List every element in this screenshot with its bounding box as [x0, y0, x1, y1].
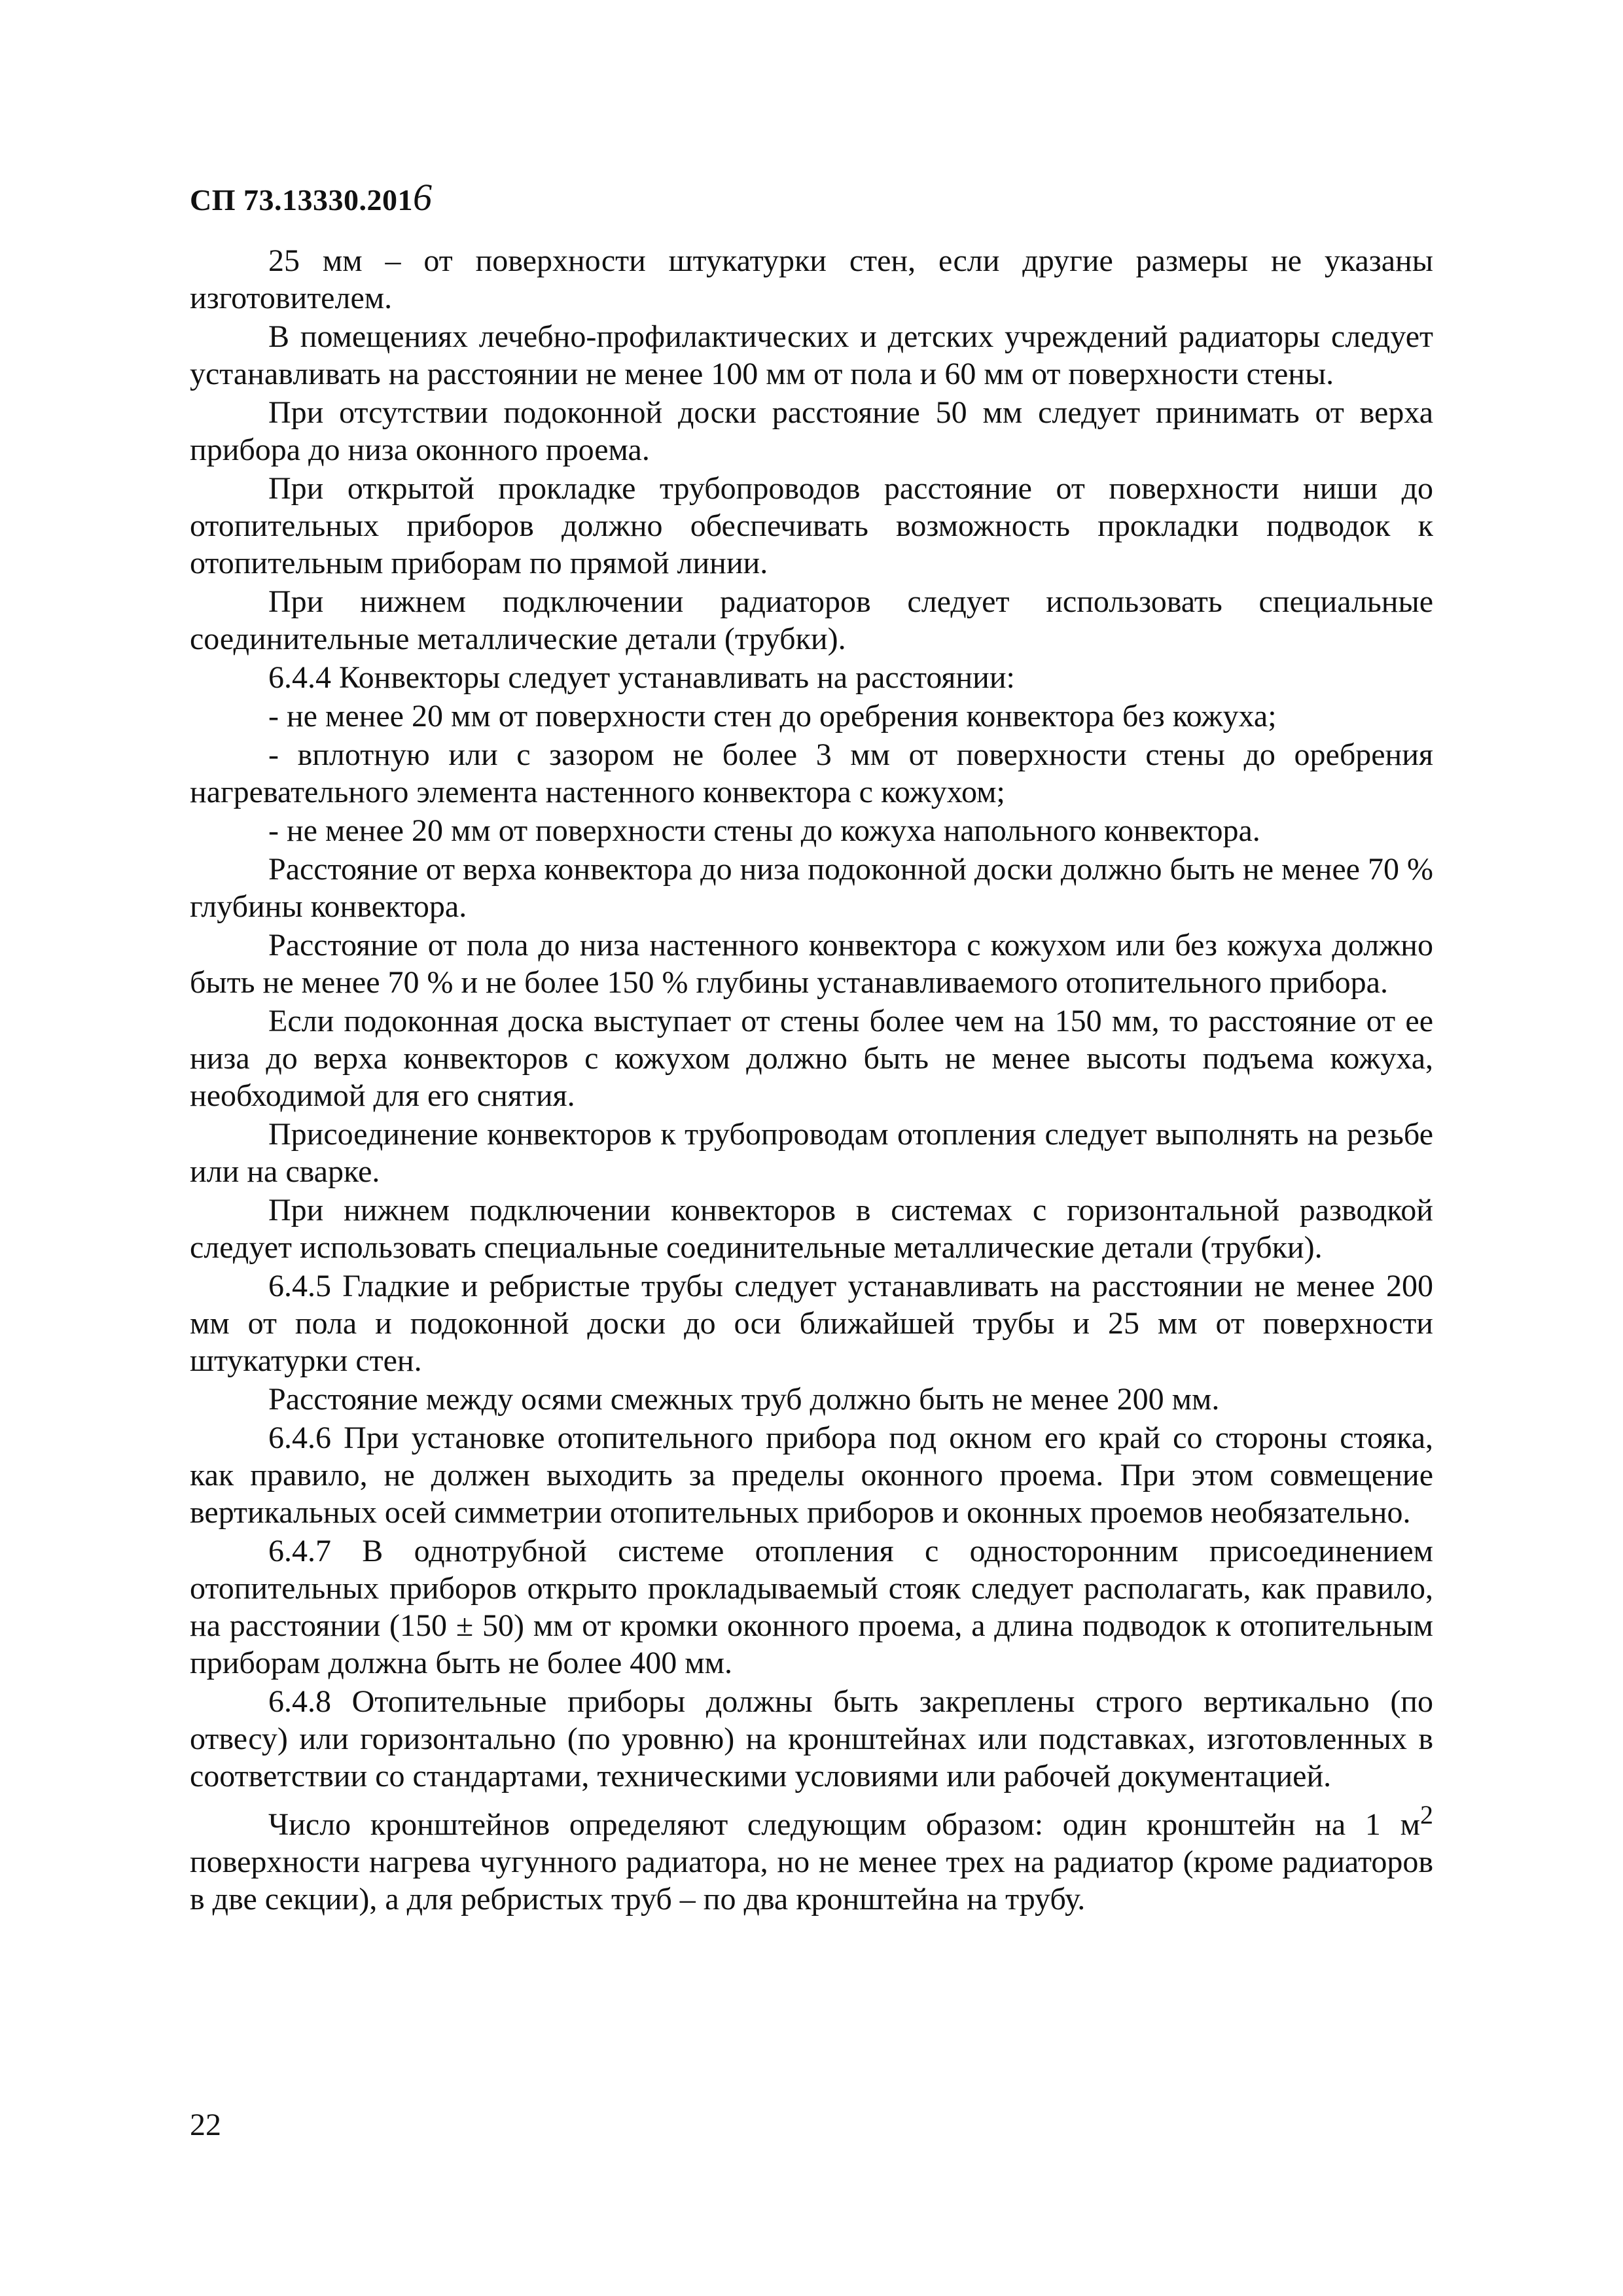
document-code-header: [190, 175, 433, 219]
handwritten-year-digit: 6: [413, 176, 433, 219]
paragraph: Расстояние от пола до низа настенного конвектора с кожухом или без кожуха должно быть не менее 70 % и не более 150 % глубины устанавливаемого отопительного прибора.: [190, 928, 1433, 1000]
paragraph: Если подоконная доска выступает от стены более чем на 150 мм, то расстояние от ее низа до верха конвекторов с кожухом должно быть не менее высоты подъема кожуха, необходимой для его снятия.: [190, 1004, 1433, 1113]
paragraph-brackets-text: Число кронштейнов определяют следующим образом: один кронштейн на 1 м: [268, 1807, 1420, 1842]
paragraph-clause-6-4-6: 6.4.6 При установке отопительного прибора под окном его край со стороны стояка, как правило, не должен выходить за пределы оконного проема. При этом совмещение вертикальных осей симметрии отопительных приборов и оконных проемов необязательно.: [190, 1421, 1433, 1530]
paragraph: При нижнем подключении конвекторов в системах с горизонтальной разводкой следует использовать специальные соединительные металлические детали (трубки).: [190, 1193, 1433, 1265]
paragraph-clause-6-4-4: 6.4.4 Конвекторы следует устанавливать на расстоянии:: [268, 660, 1015, 695]
paragraph: Расстояние между осями смежных труб должно быть не менее 200 мм.: [268, 1382, 1220, 1417]
body-text: [190, 242, 1433, 1919]
paragraph: При нижнем подключении радиаторов следует использовать специальные соединительные металлические детали (трубки).: [190, 584, 1433, 656]
square-meter-superscript: 2: [1420, 1800, 1433, 1829]
paragraph: Присоединение конвекторов к трубопроводам отопления следует выполнять на резьбе или на сварке.: [190, 1117, 1433, 1189]
list-item: - вплотную или с зазором не более 3 мм от поверхности стены до оребрения нагревательного элемента настенного конвектора с кожухом;: [190, 737, 1433, 809]
paragraph-clause-6-4-7: 6.4.7 В однотрубной системе отопления с односторонним присоединением отопительных приборов открыто прокладываемый стояк следует располагать, как правило, на расстоянии (150 ± 50) мм от кромки оконного проема, а длина подводок к отопительным приборам должна быть не более 400 мм.: [190, 1534, 1433, 1680]
page-number: 22: [190, 2108, 221, 2142]
paragraph: Расстояние от верха конвектора до низа подоконной доски должно быть не менее 70 % глубины конвектора.: [190, 852, 1433, 924]
list-item: - не менее 20 мм от поверхности стены до кожуха напольного конвектора.: [268, 813, 1260, 848]
paragraph: При открытой прокладке трубопроводов расстояние от поверхности ниши до отопительных приборов должно обеспечивать возможность прокладки подводок к отопительным приборам по прямой линии.: [190, 471, 1433, 580]
document-code: СП 73.13330.201: [190, 183, 413, 217]
list-item: - не менее 20 мм от поверхности стен до оребрения конвектора без кожуха;: [268, 699, 1277, 733]
paragraph-brackets: [190, 1796, 1433, 1918]
paragraph-clause-6-4-8: 6.4.8 Отопительные приборы должны быть закреплены строго вертикально (по отвесу) или горизонтально (по уровню) на кронштейнах или подставках, изготовленных в соответствии со стандартами, техническими условиями или рабочей документацией.: [190, 1684, 1433, 1793]
paragraph: При отсутствии подоконной доски расстояние 50 мм следует принимать от верха прибора до низа оконного проема.: [190, 395, 1433, 467]
paragraph-brackets-text-cont: поверхности нагрева чугунного радиатора, но не менее трех на радиатор (кроме радиаторов в две секции), а для ребристых труб – по два кронштейна на трубу.: [190, 1845, 1433, 1916]
paragraph: В помещениях лечебно-профилактических и детских учреждений радиаторы следует устанавливать на расстоянии не менее 100 мм от пола и 60 мм от поверхности стены.: [190, 319, 1433, 391]
paragraph: 25 мм – от поверхности штукатурки стен, если другие размеры не указаны изготовителем.: [190, 243, 1433, 315]
paragraph-clause-6-4-5: 6.4.5 Гладкие и ребристые трубы следует устанавливать на расстоянии не менее 200 мм от пола и подоконной доски до оси ближайшей трубы и 25 мм от поверхности штукатурки стен.: [190, 1269, 1433, 1378]
